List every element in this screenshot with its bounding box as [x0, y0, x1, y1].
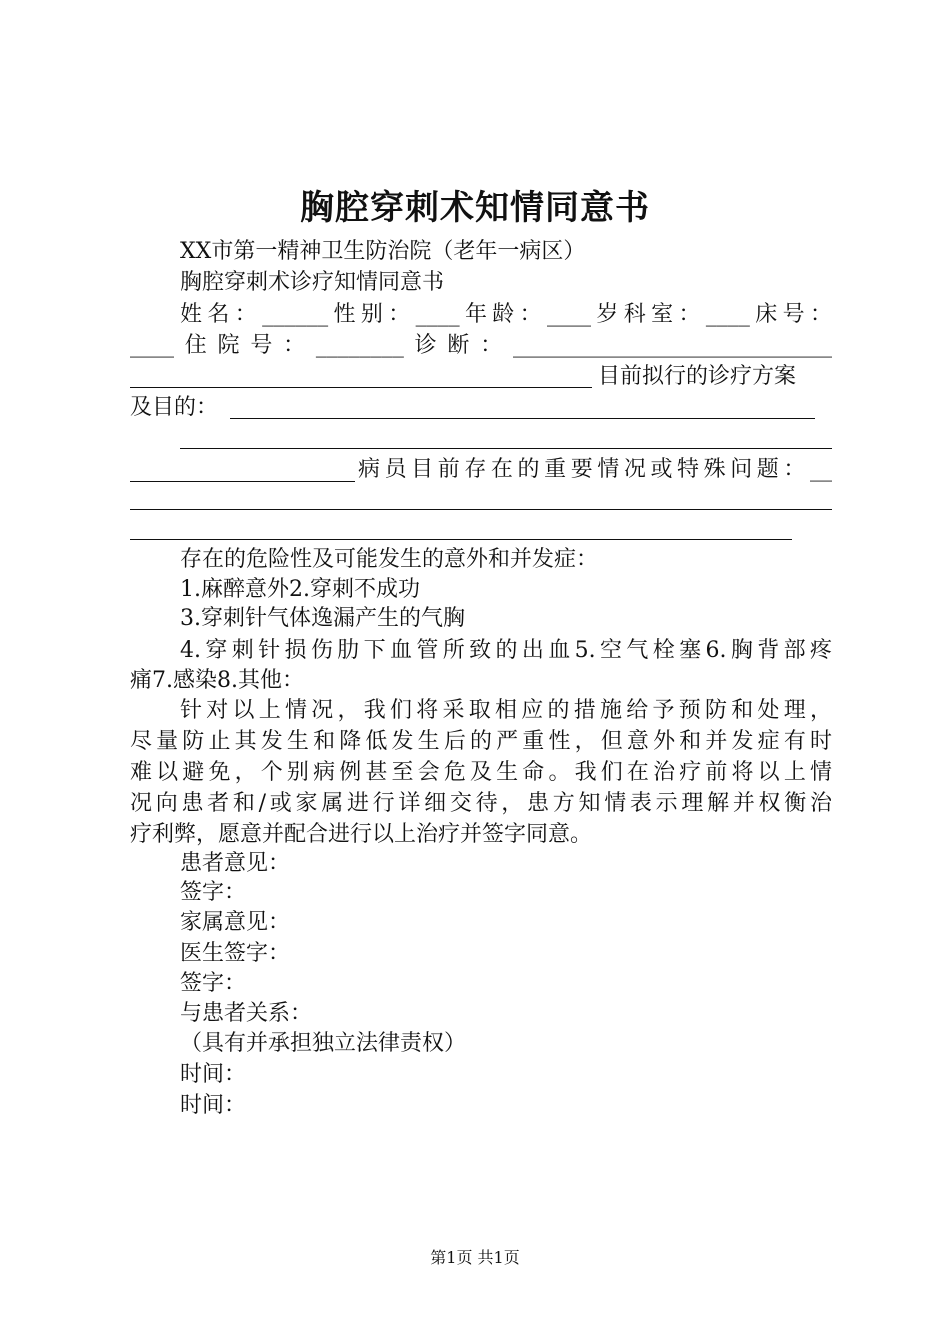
- paragraph-line-2: 尽量防止其发生和降低发生后的严重性，但意外和并发症有时: [130, 729, 832, 754]
- patient-info-line2: ____住院号：________诊断：_____________________________: [130, 333, 832, 358]
- signature-label-2: 签字：: [180, 971, 247, 996]
- treatment-plan-label: 目前拟行的诊疗方案: [598, 364, 797, 389]
- risk-line-2: 3.穿刺针气体逸漏产生的气胸: [180, 606, 465, 631]
- time-label-1: 时间：: [180, 1062, 247, 1087]
- important-issues-label: 病员目前存在的重要情况或特殊问题：__: [358, 457, 832, 482]
- blank-underline: [180, 448, 832, 449]
- paragraph-line-3: 难以避免，个别病例甚至会危及生命。我们在治疗前将以上情: [130, 760, 832, 785]
- paragraph-line-1: 针对以上情况，我们将采取相应的措施给予预防和处理，: [180, 698, 832, 723]
- relation-label: 与患者关系：: [180, 1001, 313, 1026]
- family-opinion-label: 家属意见：: [180, 910, 291, 935]
- time-label-2: 时间：: [180, 1093, 247, 1118]
- hospital-name: XX市第一精神卫生防治院（老年一病区）: [180, 239, 586, 264]
- risks-heading: 存在的危险性及可能发生的意外和并发症：: [180, 547, 599, 572]
- blank-underline: [230, 418, 815, 419]
- signature-label-1: 签字：: [180, 880, 247, 905]
- paragraph-line-5: 疗利弊，愿意并配合进行以上治疗并签字同意。: [130, 822, 593, 847]
- risk-line-3a: 4.穿刺针损伤肋下血管所致的出血5.空气栓塞6.胸背部疼: [180, 638, 832, 663]
- document-title: 胸腔穿刺术知情同意书: [300, 188, 650, 228]
- page-footer: 第1页 共1页: [430, 1248, 520, 1267]
- paragraph-line-4: 况向患者和/或家属进行详细交待，患方知情表示理解并权衡治: [130, 791, 832, 816]
- legal-note: （具有并承担独立法律责权）: [180, 1031, 467, 1056]
- blank-underline: [130, 481, 355, 482]
- form-title: 胸腔穿刺术诊疗知情同意书: [180, 270, 445, 295]
- blank-underline: [130, 539, 792, 540]
- risk-line-1: 1.麻醉意外2.穿刺不成功: [180, 577, 420, 602]
- patient-info-line1: 姓名：______性别：____年龄：____岁科室：____床号：: [180, 302, 832, 327]
- doctor-signature-label: 医生签字：: [180, 941, 291, 966]
- risk-line-3b: 痛7.感染8.其他：: [130, 668, 304, 693]
- treatment-plan-purpose: 及目的：: [130, 395, 219, 420]
- patient-opinion-label: 患者意见：: [180, 851, 291, 876]
- blank-underline: [130, 387, 592, 388]
- blank-underline: [130, 509, 832, 510]
